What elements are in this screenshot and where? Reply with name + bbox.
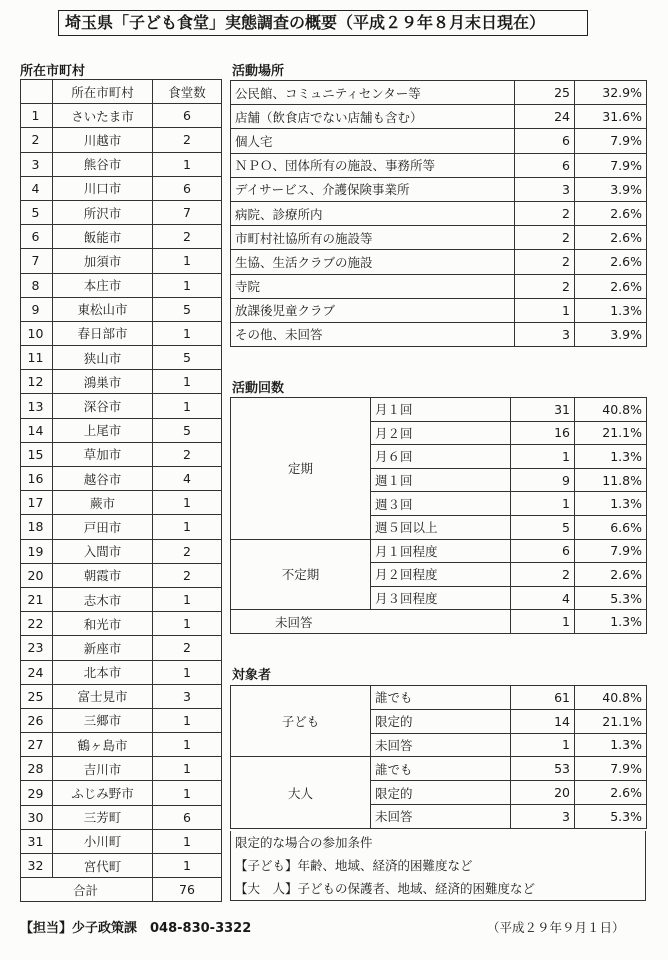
cafeteria-count: 1 (153, 587, 222, 611)
location-percent: 2.6% (575, 274, 647, 298)
target-count: 53 (511, 757, 575, 781)
municipality-name: 蕨市 (53, 491, 153, 515)
municipality-row (21, 394, 222, 418)
municipality-row (21, 636, 222, 660)
conditions-heading: 限定的な場合の参加条件 (235, 835, 373, 850)
location-row (231, 274, 647, 298)
municipality-name: 小川町 (53, 829, 153, 853)
municipality-number: 16 (21, 467, 53, 491)
header-no (21, 80, 53, 104)
location-count: 3 (515, 177, 575, 201)
municipality-number: 26 (21, 708, 53, 732)
municipality-row (21, 200, 222, 224)
location-count: 25 (515, 81, 575, 105)
municipality-row (21, 104, 222, 128)
frequency-percent: 1.3% (575, 610, 647, 634)
target-count: 14 (511, 709, 575, 733)
municipality-name: 本庄市 (53, 273, 153, 297)
municipality-row (21, 225, 222, 249)
location-count: 3 (515, 322, 575, 346)
location-percent: 2.6% (575, 201, 647, 225)
municipality-number: 31 (21, 829, 53, 853)
municipality-name: ふじみ野市 (53, 781, 153, 805)
frequency-percent: 1.3% (575, 445, 647, 469)
municipality-number: 28 (21, 757, 53, 781)
municipality-row (21, 684, 222, 708)
municipality-name: 入間市 (53, 539, 153, 563)
municipalities-label: 所在市町村 (20, 64, 86, 79)
cafeteria-count: 1 (153, 708, 222, 732)
cafeteria-count: 2 (153, 442, 222, 466)
frequency-row (231, 610, 647, 634)
cafeteria-count: 1 (153, 370, 222, 394)
contact-info: 【担当】少子政策課 048-830-3322 (20, 921, 252, 936)
location-percent: 7.9% (575, 153, 647, 177)
municipality-name: 戸田市 (53, 515, 153, 539)
cafeteria-count: 1 (153, 757, 222, 781)
municipality-row (21, 805, 222, 829)
location-percent: 2.6% (575, 250, 647, 274)
target-percent: 40.8% (575, 686, 647, 710)
target-row (231, 757, 647, 781)
cafeteria-count: 2 (153, 128, 222, 152)
municipality-number: 19 (21, 539, 53, 563)
location-row (231, 322, 647, 346)
municipality-name: 草加市 (53, 442, 153, 466)
location-label: 生協、生活クラブの施設 (231, 250, 515, 274)
municipality-row (21, 829, 222, 853)
municipality-name: 川越市 (53, 128, 153, 152)
frequency-label: 月２回程度 (371, 563, 511, 587)
cafeteria-count: 5 (153, 418, 222, 442)
municipality-number: 20 (21, 563, 53, 587)
frequency-label: 月２回 (371, 421, 511, 445)
municipality-number: 22 (21, 612, 53, 636)
municipality-number: 8 (21, 273, 53, 297)
target-count: 1 (511, 733, 575, 757)
municipality-name: 富士見市 (53, 684, 153, 708)
target-label: 誰でも (371, 686, 511, 710)
location-label: 放課後児童クラブ (231, 298, 515, 322)
municipality-row (21, 660, 222, 684)
municipality-number: 23 (21, 636, 53, 660)
frequency-percent: 6.6% (575, 515, 647, 539)
frequency-label: 月３回程度 (371, 586, 511, 610)
target-label: 誰でも (371, 757, 511, 781)
frequency-count: 1 (511, 492, 575, 516)
municipality-row (21, 708, 222, 732)
location-count: 6 (515, 129, 575, 153)
cafeteria-count: 1 (153, 249, 222, 273)
location-count: 2 (515, 226, 575, 250)
target-label: 未回答 (371, 804, 511, 828)
municipality-name: さいたま市 (53, 104, 153, 128)
location-label: 病院、診療所内 (231, 201, 515, 225)
municipality-number: 29 (21, 781, 53, 805)
target-percent: 21.1% (575, 709, 647, 733)
frequency-row (231, 539, 647, 563)
no-answer-label: 未回答 (231, 610, 511, 634)
cafeteria-count: 2 (153, 225, 222, 249)
page-title: 埼玉県「子ども食堂」実態調査の概要（平成２９年８月末日現在） (58, 10, 588, 36)
location-row (231, 177, 647, 201)
municipality-number: 9 (21, 297, 53, 321)
cafeteria-count: 3 (153, 684, 222, 708)
target-percent: 5.3% (575, 804, 647, 828)
municipality-row (21, 854, 222, 878)
frequency-label: 週５回以上 (371, 515, 511, 539)
target-count: 3 (511, 804, 575, 828)
cafeteria-count: 6 (153, 805, 222, 829)
locations-label: 活動場所 (232, 64, 285, 79)
children-group-label: 子ども (231, 686, 371, 757)
municipality-number: 21 (21, 587, 53, 611)
location-label: デイサービス、介護保険事業所 (231, 177, 515, 201)
location-percent: 1.3% (575, 298, 647, 322)
municipality-name: 加須市 (53, 249, 153, 273)
municipality-row (21, 273, 222, 297)
location-row (231, 201, 647, 225)
municipality-name: 宮代町 (53, 854, 153, 878)
municipality-name: 新座市 (53, 636, 153, 660)
cafeteria-count: 1 (153, 660, 222, 684)
cafeteria-count: 2 (153, 636, 222, 660)
location-percent: 3.9% (575, 322, 647, 346)
location-count: 6 (515, 153, 575, 177)
header-municipality: 所在市町村 (53, 80, 153, 104)
location-label: ＮＰＯ、団体所有の施設、事務所等 (231, 153, 515, 177)
location-percent: 2.6% (575, 226, 647, 250)
locations-table (230, 80, 647, 347)
cafeteria-count: 1 (153, 515, 222, 539)
location-count: 24 (515, 105, 575, 129)
municipality-name: 朝霞市 (53, 563, 153, 587)
cafeteria-count: 2 (153, 563, 222, 587)
municipality-number: 1 (21, 104, 53, 128)
location-count: 2 (515, 274, 575, 298)
location-percent: 7.9% (575, 129, 647, 153)
target-percent: 2.6% (575, 781, 647, 805)
municipality-name: 吉川市 (53, 757, 153, 781)
cafeteria-count: 2 (153, 539, 222, 563)
municipality-row (21, 370, 222, 394)
cafeteria-count: 1 (153, 152, 222, 176)
municipality-row (21, 297, 222, 321)
municipalities-total-row (21, 878, 222, 902)
frequency-label: 週１回 (371, 468, 511, 492)
location-label: 個人宅 (231, 129, 515, 153)
location-count: 2 (515, 201, 575, 225)
target-count: 61 (511, 686, 575, 710)
municipality-number: 15 (21, 442, 53, 466)
location-percent: 3.9% (575, 177, 647, 201)
municipality-number: 32 (21, 854, 53, 878)
frequency-percent: 2.6% (575, 563, 647, 587)
municipality-number: 12 (21, 370, 53, 394)
municipality-row (21, 587, 222, 611)
target-label: 未回答 (371, 733, 511, 757)
issue-date: （平成２９年９月１日） (487, 920, 625, 935)
municipality-number: 14 (21, 418, 53, 442)
frequency-percent: 5.3% (575, 586, 647, 610)
municipality-row (21, 128, 222, 152)
location-row (231, 153, 647, 177)
frequency-label: 活動回数 (232, 381, 285, 396)
municipality-number: 17 (21, 491, 53, 515)
location-row (231, 226, 647, 250)
municipality-number: 25 (21, 684, 53, 708)
frequency-table (230, 397, 647, 634)
municipality-name: 狭山市 (53, 346, 153, 370)
frequency-count: 5 (511, 515, 575, 539)
frequency-count: 2 (511, 563, 575, 587)
conditions-adults: 【大 人】子どもの保護者、地域、経済的困難度など (235, 881, 536, 896)
target-percent: 1.3% (575, 733, 647, 757)
municipality-name: 志木市 (53, 587, 153, 611)
frequency-row (231, 398, 647, 422)
cafeteria-count: 1 (153, 612, 222, 636)
municipality-number: 24 (21, 660, 53, 684)
municipality-row (21, 515, 222, 539)
municipalities-table (20, 79, 222, 902)
location-label: 店舗（飲食店でない店舗も含む） (231, 105, 515, 129)
frequency-label: 月１回程度 (371, 539, 511, 563)
frequency-count: 6 (511, 539, 575, 563)
municipality-row (21, 467, 222, 491)
municipality-row (21, 563, 222, 587)
location-row (231, 81, 647, 105)
cafeteria-count: 5 (153, 297, 222, 321)
municipality-row (21, 152, 222, 176)
municipality-row (21, 491, 222, 515)
municipality-number: 10 (21, 321, 53, 345)
municipality-number: 30 (21, 805, 53, 829)
municipality-name: 鴻巣市 (53, 370, 153, 394)
location-row (231, 129, 647, 153)
location-row (231, 298, 647, 322)
location-label: 市町村社協所有の施設等 (231, 226, 515, 250)
cafeteria-count: 6 (153, 104, 222, 128)
municipality-name: 三芳町 (53, 805, 153, 829)
total-label: 合計 (21, 878, 153, 902)
cafeteria-count: 5 (153, 346, 222, 370)
municipality-row (21, 249, 222, 273)
municipality-row (21, 612, 222, 636)
frequency-count: 9 (511, 468, 575, 492)
municipality-name: 鶴ヶ島市 (53, 733, 153, 757)
frequency-label: 月６回 (371, 445, 511, 469)
adults-group-label: 大人 (231, 757, 371, 828)
municipality-name: 北本市 (53, 660, 153, 684)
location-row (231, 250, 647, 274)
frequency-percent: 7.9% (575, 539, 647, 563)
cafeteria-count: 1 (153, 829, 222, 853)
municipality-name: 春日部市 (53, 321, 153, 345)
municipality-row (21, 176, 222, 200)
target-label: 対象者 (232, 668, 272, 683)
location-label: その他、未回答 (231, 322, 515, 346)
municipality-name: 和光市 (53, 612, 153, 636)
location-percent: 32.9% (575, 81, 647, 105)
municipality-name: 川口市 (53, 176, 153, 200)
location-label: 寺院 (231, 274, 515, 298)
frequency-label: 週３回 (371, 492, 511, 516)
municipality-number: 7 (21, 249, 53, 273)
municipality-row (21, 442, 222, 466)
municipality-number: 2 (21, 128, 53, 152)
municipalities-header-row (21, 80, 222, 104)
location-percent: 31.6% (575, 105, 647, 129)
municipality-number: 13 (21, 394, 53, 418)
municipality-number: 18 (21, 515, 53, 539)
cafeteria-count: 6 (153, 176, 222, 200)
municipality-row (21, 781, 222, 805)
conditions-children: 【子ども】年齢、地域、経済的困難度など (235, 858, 473, 873)
municipality-row (21, 539, 222, 563)
municipality-name: 越谷市 (53, 467, 153, 491)
target-count: 20 (511, 781, 575, 805)
frequency-percent: 11.8% (575, 468, 647, 492)
target-row (231, 686, 647, 710)
municipality-number: 27 (21, 733, 53, 757)
municipality-name: 飯能市 (53, 225, 153, 249)
frequency-count: 1 (511, 610, 575, 634)
frequency-count: 16 (511, 421, 575, 445)
frequency-count: 1 (511, 445, 575, 469)
cafeteria-count: 1 (153, 273, 222, 297)
frequency-count: 4 (511, 586, 575, 610)
municipality-number: 4 (21, 176, 53, 200)
frequency-count: 31 (511, 398, 575, 422)
target-label: 限定的 (371, 781, 511, 805)
cafeteria-count: 1 (153, 854, 222, 878)
regular-group-label: 定期 (231, 398, 371, 540)
conditions-box (230, 831, 646, 901)
frequency-percent: 40.8% (575, 398, 647, 422)
municipality-name: 深谷市 (53, 394, 153, 418)
municipality-name: 熊谷市 (53, 152, 153, 176)
total-count: 76 (153, 878, 222, 902)
location-count: 2 (515, 250, 575, 274)
cafeteria-count: 1 (153, 491, 222, 515)
target-percent: 7.9% (575, 757, 647, 781)
municipality-name: 所沢市 (53, 200, 153, 224)
cafeteria-count: 7 (153, 200, 222, 224)
location-row (231, 105, 647, 129)
frequency-percent: 1.3% (575, 492, 647, 516)
municipality-number: 5 (21, 200, 53, 224)
municipality-name: 東松山市 (53, 297, 153, 321)
location-label: 公民館、コミュニティセンター等 (231, 81, 515, 105)
municipality-name: 上尾市 (53, 418, 153, 442)
target-label: 限定的 (371, 709, 511, 733)
target-table (230, 685, 647, 829)
municipality-number: 11 (21, 346, 53, 370)
cafeteria-count: 1 (153, 321, 222, 345)
cafeteria-count: 1 (153, 781, 222, 805)
irregular-group-label: 不定期 (231, 539, 371, 610)
municipality-row (21, 733, 222, 757)
frequency-percent: 21.1% (575, 421, 647, 445)
cafeteria-count: 4 (153, 467, 222, 491)
municipality-name: 三郷市 (53, 708, 153, 732)
municipality-row (21, 346, 222, 370)
municipality-row (21, 757, 222, 781)
cafeteria-count: 1 (153, 394, 222, 418)
municipality-row (21, 418, 222, 442)
cafeteria-count: 1 (153, 733, 222, 757)
municipality-number: 6 (21, 225, 53, 249)
municipality-number: 3 (21, 152, 53, 176)
header-count: 食堂数 (153, 80, 222, 104)
municipality-row (21, 321, 222, 345)
location-count: 1 (515, 298, 575, 322)
frequency-label: 月１回 (371, 398, 511, 422)
